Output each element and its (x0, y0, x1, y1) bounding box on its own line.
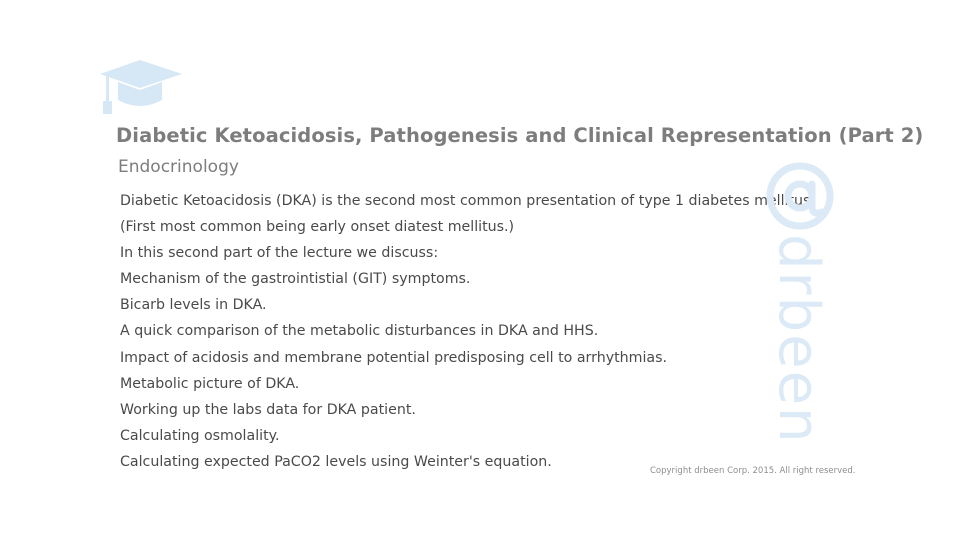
outline-line: (First most common being early onset diatest mellitus.) (120, 219, 515, 236)
outline-line: A quick comparison of the metabolic disturbances in DKA and HHS. (120, 323, 599, 340)
outline-line: Calculating osmolality. (120, 427, 280, 444)
slide-subtitle: Endocrinology (118, 157, 239, 177)
outline-line: Mechanism of the gastrointistial (GIT) symptoms. (120, 271, 471, 288)
outline-line: Calculating expected PaCO2 levels using Weinter's equation. (120, 453, 552, 470)
outline-line: Diabetic Ketoacidosis (DKA) is the second most common presentation of type 1 diabetes mellitus. (120, 193, 815, 209)
at-sign-logo-icon (770, 166, 830, 226)
outline-line: Metabolic picture of DKA. (120, 375, 300, 392)
outline-line: Impact of acidosis and membrane potential predisposing cell to arrhythmias. (120, 349, 668, 366)
drbeen-wordmark: drbeen (766, 234, 831, 445)
outline-line: In this second part of the lecture we discuss: (120, 245, 439, 262)
graduation-cap-icon (98, 58, 184, 118)
slide-title: Diabetic Ketoacidosis, Pathogenesis and Clinical Representation (Part 2) (116, 124, 924, 147)
outline-line: Working up the labs data for DKA patient. (120, 401, 416, 418)
lecture-outline (120, 188, 815, 475)
copyright-notice: Copyright drbeen Corp. 2015. All right reserved. (650, 466, 856, 476)
outline-line: Bicarb levels in DKA. (120, 297, 267, 314)
